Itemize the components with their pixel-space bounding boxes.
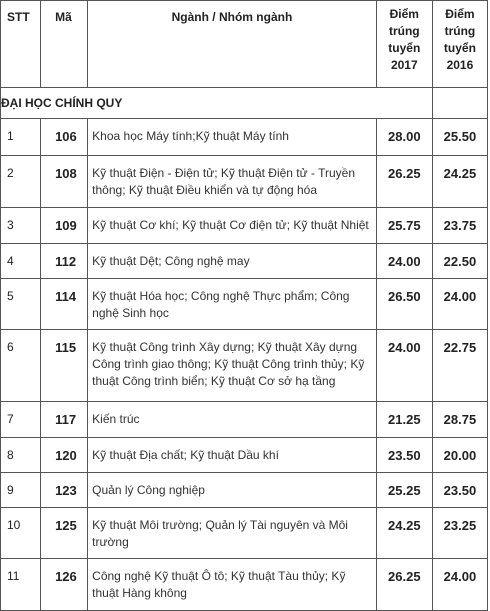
row-major: Kiến trúc xyxy=(88,402,377,438)
row-score-2017: 23.50 xyxy=(376,438,432,473)
section-title: ĐẠI HỌC CHÍNH QUY xyxy=(1,88,433,119)
table-row xyxy=(1,559,488,611)
row-score-2016: 23.75 xyxy=(432,208,487,244)
row-stt: 9 xyxy=(1,473,41,508)
header-score-2017 xyxy=(376,1,432,88)
row-code: 117 xyxy=(41,402,88,438)
header-2017-line-2: trúng xyxy=(388,24,420,38)
row-code: 125 xyxy=(41,508,88,559)
row-score-2016: 28.75 xyxy=(432,402,487,438)
header-2016-line-1: Điểm xyxy=(445,7,475,21)
section-row xyxy=(1,88,488,119)
row-score-2017: 24.00 xyxy=(376,244,432,279)
row-score-2017: 26.50 xyxy=(376,279,432,330)
header-stt: STT xyxy=(1,1,41,88)
header-major: Ngành / Nhóm ngành xyxy=(88,1,377,88)
row-stt: 6 xyxy=(1,330,41,402)
row-major: Quản lý Công nghiệp xyxy=(88,473,377,508)
row-major: Kỹ thuật Dệt; Công nghệ may xyxy=(88,244,377,279)
row-code: 126 xyxy=(41,559,88,611)
header-2016-line-3: tuyển xyxy=(443,41,476,55)
row-code: 112 xyxy=(41,244,88,279)
row-score-2017: 24.25 xyxy=(376,508,432,559)
row-score-2016: 23.50 xyxy=(432,473,487,508)
row-stt: 8 xyxy=(1,438,41,473)
row-score-2016: 24.25 xyxy=(432,156,487,208)
header-2017-line-3: tuyển xyxy=(388,41,421,55)
row-major: Kỹ thuật Công trình Xây dựng; Kỹ thuật Xây dựng Công trình giao thông; Kỹ thuật Công trình thủy; Kỹ thuật Công trình biển; Kỹ thuật Cơ sở hạ tầng xyxy=(88,330,377,402)
header-2016-line-4: 2016 xyxy=(446,58,474,72)
row-major: Kỹ thuật Môi trường; Quản lý Tài nguyên và Môi trường xyxy=(88,508,377,559)
row-stt: 1 xyxy=(1,119,41,156)
header-2017-line-1: Điểm xyxy=(389,7,419,21)
row-stt: 10 xyxy=(1,508,41,559)
row-score-2017: 28.00 xyxy=(376,119,432,156)
row-score-2016: 23.25 xyxy=(432,508,487,559)
row-score-2016: 25.50 xyxy=(432,119,487,156)
row-score-2016: 22.75 xyxy=(432,330,487,402)
table-row xyxy=(1,119,488,156)
row-score-2017: 24.00 xyxy=(376,330,432,402)
row-code: 115 xyxy=(41,330,88,402)
section-blank-cell xyxy=(432,88,487,119)
row-major: Kỹ thuật Địa chất; Kỹ thuật Dầu khí xyxy=(88,438,377,473)
row-major: Kỹ thuật Hóa học; Công nghệ Thực phẩm; Công nghệ Sinh học xyxy=(88,279,377,330)
row-code: 120 xyxy=(41,438,88,473)
table-row xyxy=(1,156,488,208)
row-score-2016: 22.50 xyxy=(432,244,487,279)
row-stt: 3 xyxy=(1,208,41,244)
table-row xyxy=(1,244,488,279)
row-code: 123 xyxy=(41,473,88,508)
row-major: Công nghệ Kỹ thuật Ô tô; Kỹ thuật Tàu thủy; Kỹ thuật Hàng không xyxy=(88,559,377,611)
row-code: 108 xyxy=(41,156,88,208)
header-2017-line-4: 2017 xyxy=(390,58,418,72)
row-score-2017: 21.25 xyxy=(376,402,432,438)
row-major: Khoa học Máy tính;Kỹ thuật Máy tính xyxy=(88,119,377,156)
header-row xyxy=(1,1,488,88)
table-row xyxy=(1,508,488,559)
row-stt: 2 xyxy=(1,156,41,208)
header-score-2016 xyxy=(432,1,487,88)
table-row xyxy=(1,208,488,244)
table-row xyxy=(1,438,488,473)
row-score-2017: 26.25 xyxy=(376,559,432,611)
row-stt: 4 xyxy=(1,244,41,279)
row-code: 114 xyxy=(41,279,88,330)
row-score-2017: 25.75 xyxy=(376,208,432,244)
row-stt: 7 xyxy=(1,402,41,438)
row-stt: 11 xyxy=(1,559,41,611)
table-row xyxy=(1,279,488,330)
header-code: Mã xyxy=(41,1,88,88)
table-row xyxy=(1,473,488,508)
row-code: 106 xyxy=(41,119,88,156)
row-major: Kỹ thuật Điện - Điện tử; Kỹ thuật Điện tử - Truyền thông; Kỹ thuật Điều khiển và tự động hóa xyxy=(88,156,377,208)
row-major: Kỹ thuật Cơ khí; Kỹ thuật Cơ điện tử; Kỹ thuật Nhiệt xyxy=(88,208,377,244)
row-stt: 5 xyxy=(1,279,41,330)
row-score-2016: 20.00 xyxy=(432,438,487,473)
table-row xyxy=(1,402,488,438)
table-row xyxy=(1,330,488,402)
header-2016-line-2: trúng xyxy=(444,24,476,38)
row-score-2016: 24.00 xyxy=(432,279,487,330)
row-score-2017: 25.25 xyxy=(376,473,432,508)
row-score-2016: 24.00 xyxy=(432,559,487,611)
row-score-2017: 26.25 xyxy=(376,156,432,208)
table-body xyxy=(1,88,488,611)
row-code: 109 xyxy=(41,208,88,244)
